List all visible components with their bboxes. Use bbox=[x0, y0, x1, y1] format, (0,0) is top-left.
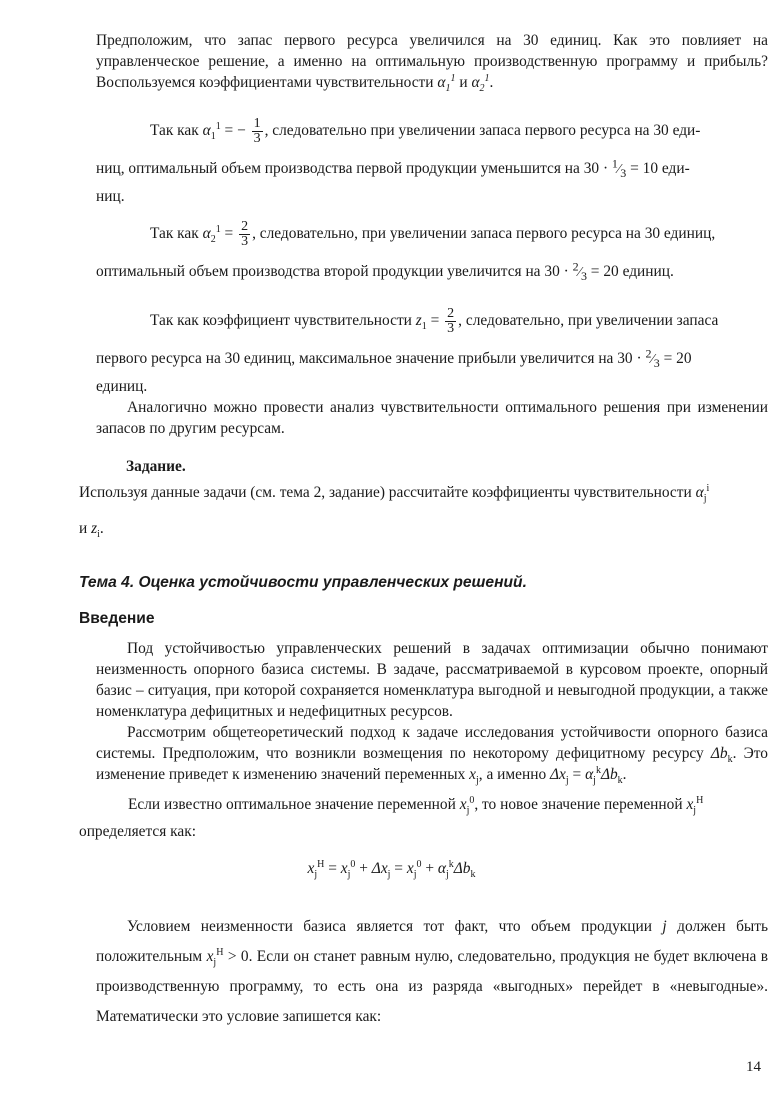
task-text-end: и $z_i$. bbox=[79, 520, 104, 541]
z1-result-line: первого ресурса на 30 единиц, максимальное значение прибыли увеличится на $30 \cdot ^2⁄_3 = 20$ bbox=[96, 346, 692, 370]
optimal-value-line: Если известно оптимальное значение переменной $x_j^0$, то новое значение переменной $x_j^H$ bbox=[128, 794, 704, 817]
z1-result-end: единиц. bbox=[96, 378, 148, 395]
intro-heading: Введение bbox=[79, 610, 155, 627]
paragraph-stability-definition: Под устойчивостью управленческих решений в задачах оптимизации обычно понимают неизменность опорного базиса системы. В задаче, рассматриваемой в курсовом проекте, опорный базис – ситуация, при которой сохраняется номенклатура выгодной и невыгодной продукции, а также номенклатура дефицитных и недефицитных ресурсов. bbox=[96, 640, 768, 720]
new-value-formula: $x_j^H = x_j^0 + \Delta x_j = x_j^0 + \alpha_j^k\Delta b_k$ bbox=[307, 859, 476, 881]
fraction-one-third: $\frac{1}{3}$ bbox=[253, 116, 261, 146]
alpha1-condition-line: Так как $\alpha_1^1$ = − $\frac{1}{3}$ , следовательно при увеличении запаса первого ресурса на 30 еди- bbox=[150, 116, 701, 146]
paragraph-analysis-note: Аналогично можно провести анализ чувствительности оптимального решения при изменении запасов по другим ресурсам. bbox=[96, 399, 768, 437]
fraction-two-thirds: $\frac{2}{3}$ bbox=[241, 219, 249, 249]
task-heading: Задание. bbox=[126, 458, 186, 475]
page-number: 14 bbox=[746, 1059, 761, 1075]
z1-condition-line: Так как коэффициент чувствительности $z_1$ = $\frac{2}{3}$ , следовательно, при увеличении запаса bbox=[150, 306, 719, 336]
alpha1-result-end: ниц. bbox=[96, 188, 125, 205]
paragraph-theoretical-approach: Рассмотрим общетеоретический подход к задаче исследования устойчивости опорного базиса системы. Предположим, что возникли возмещения по некоторому дефицитному ресурсу $\Delta b_k$. Это изменение приведет к изменению значений переменных $x_j$, а именно $\Delta x_j = \alpha_j^k\Delta b_k$. bbox=[96, 724, 768, 787]
fraction-two-thirds-z: $\frac{2}{3}$ bbox=[447, 306, 455, 336]
alpha2-result-line: оптимальный объем производства второй продукции увеличится на $30 \cdot ^2⁄_3 = 20$ единиц. bbox=[96, 259, 674, 283]
task-text: Используя данные задачи (см. тема 2, задание) рассчитайте коэффициенты чувствительности $\alpha_j^i$ bbox=[79, 482, 710, 505]
paragraph-intro-question: Предположим, что запас первого ресурса увеличился на 30 единиц. Как это повлияет на управленческое решение, а именно на оптимальную производственную программу и прибыль? Воспользуемся коэффициентами чувствительности $\alpha_1^1$ и $\alpha_2^1$. bbox=[96, 32, 768, 95]
defined-as-line: определяется как: bbox=[79, 823, 197, 840]
alpha1-result-line: ниц, оптимальный объем производства первой продукции уменьшится на $30 \cdot ^1⁄_3 = 10$ еди- bbox=[96, 156, 690, 180]
paragraph-basis-condition: Условием неизменности базиса является тот факт, что объем продукции j должен быть положительным $x_j^H > 0$. Если он станет равным нулю, следовательно, продукция не будет включена в производственную программу, то есть она из разряда «выгодных» перейдет в «невыгодные». Математически это условие запишется как: bbox=[96, 918, 768, 1025]
alpha2-condition-line: Так как $\alpha_2^1$ = $\frac{2}{3}$ , следовательно, при увеличении запаса первого ресурса на 30 единиц, bbox=[150, 219, 716, 249]
topic-title: Тема 4. Оценка устойчивости управленческих решений. bbox=[79, 574, 527, 591]
